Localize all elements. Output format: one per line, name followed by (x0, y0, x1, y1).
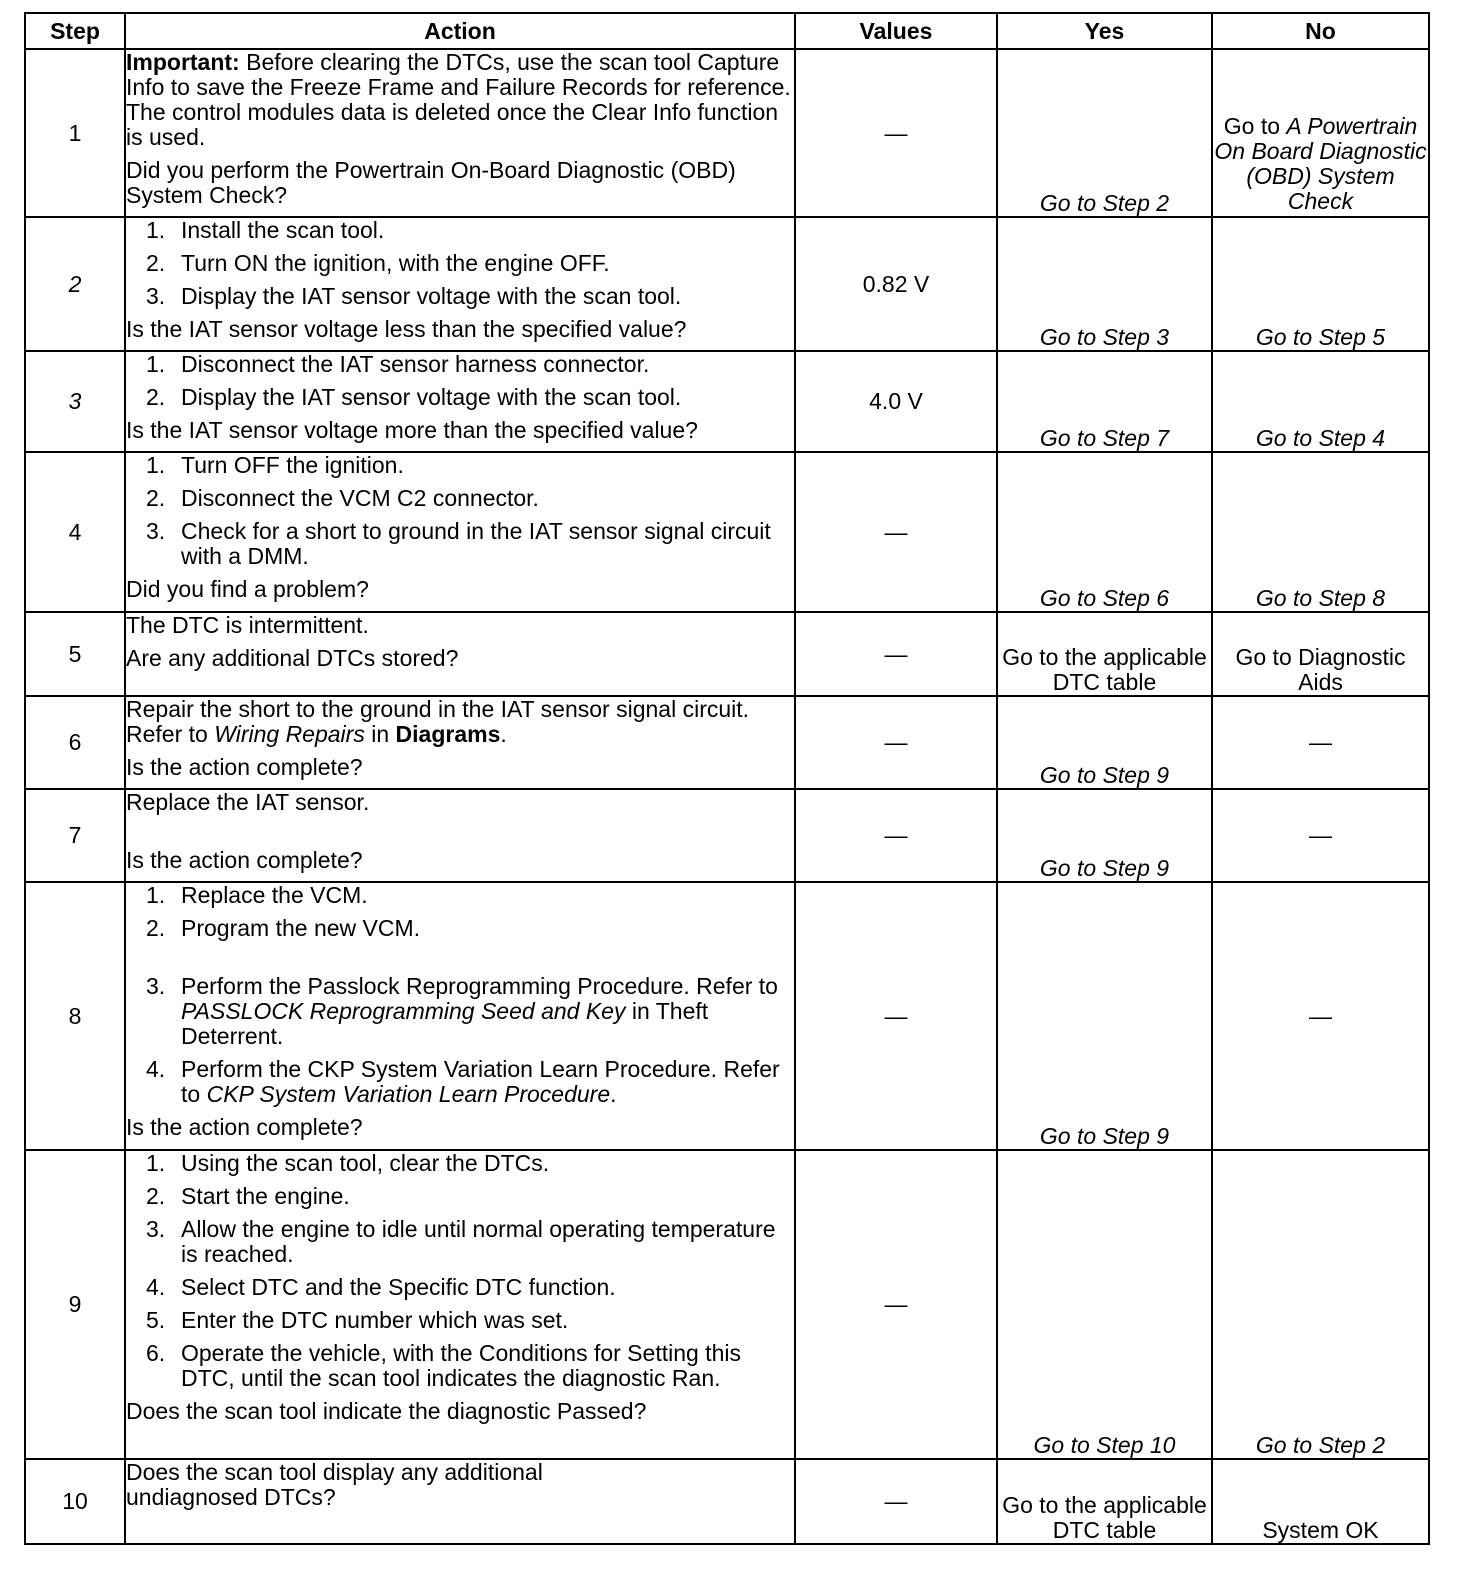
step-number: 6 (25, 696, 125, 789)
value-cell: — (795, 789, 997, 882)
action-cell (125, 217, 795, 351)
no-cell: Go to A Powertrain On Board Diagnostic (OBD) System Check (1212, 49, 1429, 217)
action-cell: Repair the short to the ground in the IAT sensor signal circuit. Refer to Wiring Repairs in Diagrams. Is the action complete? (125, 696, 795, 789)
action-cell (125, 452, 795, 612)
list-item: 4. Perform the CKP System Variation Learn Procedure. Refer to CKP System Variation Learn Procedure. (146, 1056, 780, 1107)
step-number: 8 (25, 882, 125, 1150)
table-row (25, 217, 1429, 351)
list-item: 1. Install the scan tool. (146, 217, 385, 243)
procedure-list (126, 883, 794, 1107)
no-cell: Go to Step 8 (1212, 452, 1429, 612)
no-cell: System OK (1212, 1459, 1429, 1544)
step-number: 2 (25, 217, 125, 351)
question: Did you perform the Powertrain On-Board Diagnostic (OBD) System Check? (126, 157, 736, 208)
table-row (25, 452, 1429, 612)
question: Does the scan tool display any additional undiagnosed DTCs? (126, 1459, 543, 1510)
value-cell: — (795, 1459, 997, 1544)
col-header-step: Step (25, 13, 125, 49)
list-item: 1. Replace the VCM. (146, 882, 368, 908)
list-item: 5. Enter the DTC number which was set. (146, 1307, 569, 1333)
no-cell: Go to Step 5 (1212, 217, 1429, 351)
yes-cell: Go to the applicable DTC table (997, 612, 1212, 696)
col-header-no: No (1212, 13, 1429, 49)
action-cell (125, 1459, 795, 1544)
question: Are any additional DTCs stored? (126, 645, 459, 671)
step-number: 4 (25, 452, 125, 612)
yes-cell: Go to Step 10 (997, 1150, 1212, 1459)
action-cell (125, 1150, 795, 1459)
no-cell: Go to Step 4 (1212, 351, 1429, 452)
action-cell: The DTC is intermittent. Are any additional DTCs stored? (125, 612, 795, 696)
step-number: 7 (25, 789, 125, 882)
question: Is the action complete? (126, 1114, 363, 1140)
value-cell: — (795, 612, 997, 696)
step-number: 1 (25, 49, 125, 217)
list-item: 2. Program the new VCM. (146, 915, 421, 941)
value-cell: 0.82 V (795, 217, 997, 351)
procedure-list (126, 218, 794, 309)
list-item: 3. Display the IAT sensor voltage with the scan tool. (146, 283, 682, 309)
no-cell: — (1212, 696, 1429, 789)
value-cell: — (795, 882, 997, 1150)
action-cell: Replace the IAT sensor. Is the action complete? (125, 789, 795, 882)
step-number: 9 (25, 1150, 125, 1459)
value-cell: — (795, 1150, 997, 1459)
list-item: 1. Using the scan tool, clear the DTCs. (146, 1150, 550, 1176)
header-row (25, 13, 1429, 49)
no-cell: — (1212, 789, 1429, 882)
action-cell (125, 49, 795, 217)
table-row (25, 696, 1429, 789)
list-item: 2. Start the engine. (146, 1183, 350, 1209)
list-item: 2. Display the IAT sensor voltage with the scan tool. (146, 384, 682, 410)
list-item: 6. Operate the vehicle, with the Conditions for Setting this DTC, until the scan tool indicates the diagnostic Ran. (146, 1340, 741, 1391)
yes-cell: Go to Step 2 (997, 49, 1212, 217)
value-cell: — (795, 696, 997, 789)
diagnostic-table (24, 12, 1430, 1545)
important-label: Important: (126, 49, 240, 75)
yes-cell: Go to Step 7 (997, 351, 1212, 452)
procedure-list (126, 453, 794, 569)
col-header-yes: Yes (997, 13, 1212, 49)
list-item: 4. Select DTC and the Specific DTC function. (146, 1274, 616, 1300)
question: Is the IAT sensor voltage less than the specified value? (126, 316, 687, 342)
table-row (25, 789, 1429, 882)
table-row (25, 882, 1429, 1150)
procedure-list (126, 352, 794, 410)
yes-cell: Go to Step 6 (997, 452, 1212, 612)
list-item: 3. Perform the Passlock Reprogramming Procedure. Refer to PASSLOCK Reprogramming Seed and Key in Theft Deterrent. (146, 973, 778, 1049)
value-cell: 4.0 V (795, 351, 997, 452)
list-item: 1. Turn OFF the ignition. (146, 452, 404, 478)
col-header-values: Values (795, 13, 997, 49)
question: Does the scan tool indicate the diagnostic Passed? (126, 1398, 647, 1424)
table-row (25, 1150, 1429, 1459)
table-row (25, 612, 1429, 696)
yes-cell: Go to Step 3 (997, 217, 1212, 351)
step-number: 10 (25, 1459, 125, 1544)
list-item: 3. Check for a short to ground in the IAT sensor signal circuit with a DMM. (146, 518, 771, 569)
step-number: 3 (25, 351, 125, 452)
value-cell: — (795, 452, 997, 612)
list-item: 3. Allow the engine to idle until normal operating temperature is reached. (146, 1216, 776, 1267)
question: Is the action complete? (126, 847, 363, 873)
table-row (25, 1459, 1429, 1544)
question: Did you find a problem? (126, 576, 369, 602)
no-cell: Go to Step 2 (1212, 1150, 1429, 1459)
yes-cell: Go to Step 9 (997, 789, 1212, 882)
no-cell: Go to Diagnostic Aids (1212, 612, 1429, 696)
important-note: Important: Before clearing the DTCs, use the scan tool Capture Info to save the Freeze Frame and Failure Records for reference. The control modules data is deleted once the Clear Info function is used. (126, 49, 791, 150)
yes-cell: Go to Step 9 (997, 696, 1212, 789)
list-item: 2. Turn ON the ignition, with the engine OFF. (146, 250, 610, 276)
table-row (25, 49, 1429, 217)
step-number: 5 (25, 612, 125, 696)
value-cell: — (795, 49, 997, 217)
question: Is the IAT sensor voltage more than the specified value? (126, 417, 698, 443)
no-cell: — (1212, 882, 1429, 1150)
question: Is the action complete? (126, 754, 363, 780)
action-cell (125, 351, 795, 452)
col-header-action: Action (125, 13, 795, 49)
table-row (25, 351, 1429, 452)
action-cell (125, 882, 795, 1150)
procedure-list (126, 1151, 794, 1391)
yes-cell: Go to the applicable DTC table (997, 1459, 1212, 1544)
yes-cell: Go to Step 9 (997, 882, 1212, 1150)
list-item: 1. Disconnect the IAT sensor harness connector. (146, 351, 650, 377)
list-item: 2. Disconnect the VCM C2 connector. (146, 485, 539, 511)
